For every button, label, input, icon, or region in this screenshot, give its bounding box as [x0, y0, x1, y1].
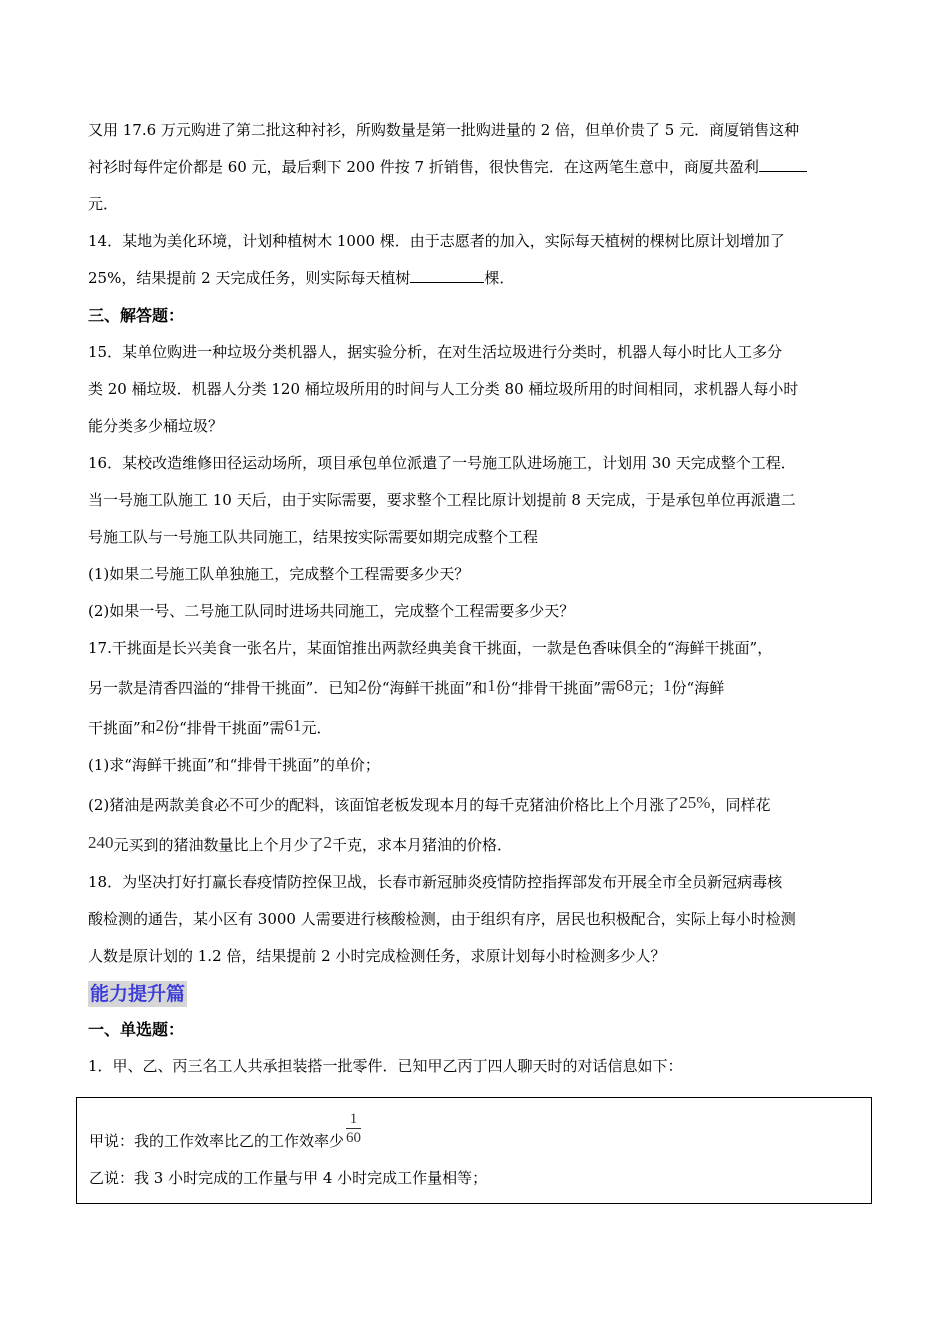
q17-line-3 [88, 707, 866, 747]
q16-sub-2: (2)如果一号、二号施工队同时进场共同施工，完成整个工程需要多少天？ [88, 602, 575, 620]
dialogue-box [76, 1097, 872, 1204]
q15-line-1: 15．某单位购进一种垃圾分类机器人，据实验分析，在对生活垃圾进行分类时，机器人每小时比人工多分 [88, 343, 783, 361]
math-number: 25% [679, 793, 711, 812]
q13-text: 衬衫时每件定价都是 60 元，最后剩下 200 件按 7 折销售，很快售完．在这两笔生意中，商厦共盈利 [88, 158, 759, 176]
q13-line-1: 又用 17.6 万元购进了第二批这种衬衫，所购数量是第一批购进量的 2 倍，但单价贵了 5 元．商厦销售这种 [88, 121, 800, 139]
q16-line-1: 16．某校改造维修田径运动场所，项目承包单位派遣了一号施工队进场施工，计划用 30 天完成整个工程． [88, 454, 796, 472]
fraction-denominator: 60 [346, 1130, 362, 1146]
q17-sub-2-cont [88, 824, 866, 864]
ability-section-title: 能力提升篇 [90, 983, 186, 1005]
answer-blank[interactable] [759, 157, 807, 172]
fraction [346, 1110, 361, 1147]
q18-line-3: 人数是原计划的 1.2 倍，结果提前 2 小时完成检测任务，求原计划每小时检测多少人？ [88, 947, 666, 965]
q17-text: 元买到的猪油数量比上个月少了 [113, 836, 324, 854]
p1-line-1: 1．甲、乙、丙三名工人共承担装搭一批零件．已知甲乙丙丁四人聊天时的对话信息如下： [88, 1057, 683, 1075]
q17-sub-1: (1)求“海鲜干挑面”和“排骨干挑面”的单价； [88, 756, 380, 774]
q17-text: 干挑面”和 [88, 719, 156, 737]
q14-line-2 [88, 260, 866, 297]
q15-line-2: 类 20 桶垃圾．机器人分类 120 桶垃圾所用的时间与人工分类 80 桶垃圾所用的时间相同，求机器人每小时 [88, 380, 799, 398]
q17-text: 千克，求本月猪油的价格． [332, 836, 513, 854]
fraction-numerator: 1 [346, 1110, 361, 1129]
q18-line-1: 18．为坚决打好打赢长春疫情防控保卫战，长春市新冠肺炎疫情防控指挥部发布开展全市全员新冠病毒核 [88, 873, 783, 891]
q13-line-3: 元． [88, 195, 119, 213]
math-number: 61 [284, 716, 302, 735]
math-number: 68 [616, 676, 634, 695]
q17-text: 份“海鲜 [671, 679, 725, 697]
q17-text: ，同样花 [710, 796, 771, 814]
math-number: 2 [155, 716, 165, 735]
math-number: 1 [487, 676, 496, 695]
dialogue-text: 甲说：我的工作效率比乙的工作效率少 [89, 1132, 345, 1150]
dialogue-line-yi: 乙说：我 3 小时完成的工作量与甲 4 小时完成工作量相等； [89, 1169, 488, 1187]
q17-text: 元． [301, 719, 332, 737]
math-number: 2 [323, 833, 333, 852]
section-heading-single-choice: 一、单选题： [88, 1020, 185, 1039]
q17-line-2 [88, 667, 866, 707]
q14-text: 25%，结果提前 2 天完成任务，则实际每天植树 [88, 269, 411, 287]
q16-sub-1: (1)如果二号施工队单独施工，完成整个工程需要多少天？ [88, 565, 470, 583]
section-heading-answer: 三、解答题： [88, 306, 185, 325]
document-content [88, 112, 866, 1204]
q16-line-2: 当一号施工队施工 10 天后，由于实际需要，要求整个工程比原计划提前 8 天完成，于是承包单位再派遣二 [88, 491, 796, 509]
q17-text: 元； [633, 679, 664, 697]
q13-line-2 [88, 149, 866, 186]
q16-line-3: 号施工队与一号施工队共同施工，结果按实际需要如期完成整个工程 [88, 528, 539, 546]
q17-sub-2 [88, 784, 866, 824]
q17-text: 份“海鲜干挑面”和 [366, 679, 488, 697]
q17-text: 份“排骨干挑面”需 [495, 679, 617, 697]
q17-line-1: 17.干挑面是长兴美食一张名片，某面馆推出两款经典美食干挑面，一款是色香味俱全的“海鲜干挑面”， [88, 639, 773, 657]
math-number: 2 [358, 676, 367, 695]
q18-line-2: 酸检测的通告，某小区有 3000 人需要进行核酸检测，由于组织有序，居民也积极配合，实际上每小时检测 [88, 910, 796, 928]
q17-text: 份“排骨干挑面”需 [164, 719, 285, 737]
q14-line-1: 14．某地为美化环境，计划种植树木 1000 棵．由于志愿者的加入，实际每天植树的棵树比原计划增加了 [88, 232, 785, 250]
q15-line-3: 能分类多少桶垃圾？ [88, 417, 224, 435]
q17-text: 另一款是清香四溢的“排骨干挑面”．已知 [88, 679, 359, 697]
q17-text: (2)猪油是两款美食必不可少的配料，该面馆老板发现本月的每千克猪油价格比上个月涨了 [88, 796, 680, 814]
math-number: 240 [88, 833, 114, 852]
dialogue-line-jia [89, 1111, 859, 1160]
answer-blank[interactable] [410, 268, 484, 283]
q14-end: 棵． [484, 269, 515, 287]
math-number: 1 [663, 676, 672, 695]
